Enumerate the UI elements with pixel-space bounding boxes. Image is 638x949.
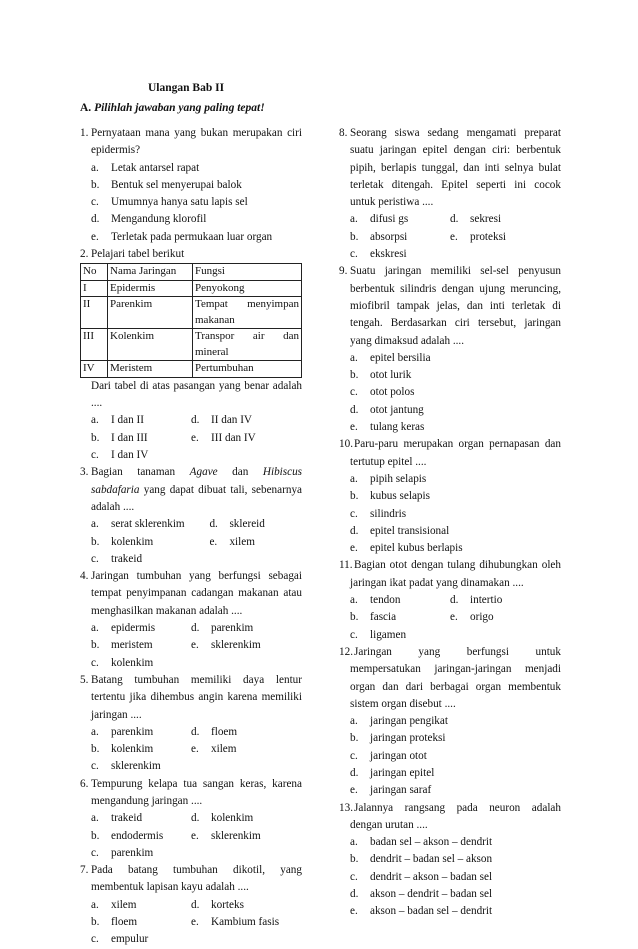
species-name: Agave [189,466,218,479]
option-a [350,471,570,488]
option-letter: d. [350,888,359,901]
text-part: yang dapat dibuat tali, sebenarnya adalah .... [91,483,302,513]
option-text: trakeid [111,552,143,565]
option-text: I dan II [111,414,144,427]
option-text: absorpsi [370,230,408,243]
option-letter: d. [350,766,359,779]
option-letter: a. [350,472,358,485]
question-text: Seorang siswa sedang mengamati preparat suatu jaringan epitel dengan ciri: berbentuk pipih, berlapis tunggal, dan inti selnya bulat terletak ditengah. Epitel seperti ini cocok untuk peristiwa .... [350,127,561,209]
options [350,834,561,920]
option-text: sekresi [470,213,502,226]
option-text: intertio [470,594,503,607]
question-5 [80,672,302,776]
option-c [91,551,311,568]
option-d [191,897,291,914]
question-number: 7. [80,864,89,877]
option-d [91,211,311,228]
question-number: 8. [339,127,348,139]
options [350,592,561,644]
option-b [91,177,311,194]
option-text: dendrit – badan sel – akson [370,853,493,866]
option-letter: c. [350,386,358,399]
option-letter: d. [350,524,359,537]
option-text: floem [211,725,238,738]
option-b [350,851,570,868]
option-letter: e. [191,916,199,929]
options [91,160,302,246]
option-e [450,229,550,246]
table-cell: III [81,329,108,361]
option-letter: d. [450,594,459,607]
option-text: pipih selapis [370,472,427,485]
option-d [350,402,570,419]
option-text: xilem [229,535,255,548]
question-2-continued [80,378,302,464]
option-a [350,834,570,851]
option-a [350,350,570,367]
option-b [350,367,570,384]
option-text: kolenkim [111,656,154,669]
option-text: otot jantung [370,403,424,416]
option-text: meristem [111,639,153,652]
option-letter: d. [191,898,200,911]
option-letter: a. [91,725,99,738]
question-2 [80,246,302,263]
question-text: Jalannya rangsang pada neuron adalah dengan urutan .... [350,801,561,831]
table-cell: I [81,280,108,297]
option-a [91,412,191,429]
option-letter: a. [350,351,358,364]
option-letter: b. [350,853,359,866]
option-c [350,506,570,523]
option-text: Mengandung klorofil [111,213,207,226]
option-text: sklereid [229,518,265,531]
option-text: otot polos [370,386,415,399]
table-header: Fungsi [193,264,302,281]
option-text: badan sel – akson – dendrit [370,836,493,849]
option-letter: b. [91,916,100,929]
option-letter: b. [91,178,100,191]
option-letter: a. [350,836,358,849]
question-text: Suatu jaringan memiliki sel-sel penyusun berbentuk silindris dengan ujung meruncing, miofibril tampak jelas, dan inti terletak di tengah. Berdasarkan ciri tersebut, jaringan yang dimaksud adalah .... [350,265,561,347]
option-text: ligamen [370,628,407,641]
option-letter: e. [450,611,458,624]
question-number: 13. [339,801,353,814]
option-letter: a. [91,414,99,427]
species-name: Hibiscus sabdafaria [91,466,303,496]
option-text: I dan III [111,431,148,444]
option-text: Kambium fasis [211,916,280,929]
option-text: silindris [370,507,407,520]
option-e [209,534,302,551]
question-number: 10. [339,438,353,451]
option-letter: e. [91,230,99,243]
option-letter: c. [350,628,358,641]
question-text: Pada batang tumbuhan dikotil, yang membentuk lapisan kayu adalah .... [91,864,302,894]
option-a [91,897,191,914]
option-e [191,430,291,447]
question-text: Pelajari tabel berikut [91,248,185,261]
option-letter: d. [191,812,200,825]
option-text: empulur [111,933,149,946]
option-letter: d. [191,725,200,738]
option-text: difusi gs [370,213,409,226]
option-text: trakeid [111,812,143,825]
option-b [91,534,209,551]
option-text: Terletak pada permukaan luar organ [111,230,273,243]
table-cell: Pertumbuhan [193,361,302,378]
option-text: III dan IV [211,431,256,444]
question-13 [339,800,561,921]
option-letter: c. [91,449,99,462]
option-c [350,246,570,263]
option-letter: e. [191,639,199,652]
table-header: Nama Jaringan [108,264,193,281]
option-text: parenkim [111,725,154,738]
question-9 [339,263,561,436]
option-text: sklerenkim [211,829,261,842]
option-letter: b. [350,369,359,382]
table-cell: Penyokong [193,280,302,297]
option-letter: e. [350,542,358,555]
option-letter: e. [350,784,358,797]
option-text: II dan IV [211,414,253,427]
text-part: Bagian tanaman [91,466,176,479]
table-cell: II [81,297,108,329]
page-title: Ulangan Bab II [148,82,225,94]
question-number: 4. [80,570,89,583]
question-12 [339,644,561,800]
option-text: serat sklerenkim [111,518,185,531]
table-cell: Parenkim [108,297,193,329]
option-letter: b. [91,431,100,444]
option-letter: a. [91,161,99,174]
table-row [81,361,302,378]
option-letter: e. [191,743,199,756]
option-text: proteksi [470,230,507,243]
option-e [191,637,291,654]
table-header: No [81,264,108,281]
option-text: floem [111,916,138,929]
option-text: korteks [211,898,244,911]
question-number: 1. [80,127,89,139]
option-text: jaringan proteksi [370,732,446,745]
option-a [91,724,191,741]
options [91,724,302,776]
option-letter: d. [209,518,218,531]
option-text: epitel kubus berlapis [370,542,463,555]
option-letter: a. [350,213,358,226]
question-text: Jaringan yang berfungsi untuk mempersatukan jaringan-jaringan menjadi organ dan dari berbagai organ membentuk sistem organ disebut .... [350,645,561,710]
option-e [350,419,570,436]
option-letter: b. [91,743,100,756]
table-cell: Epidermis [108,280,193,297]
option-letter: c. [91,656,99,669]
option-text: epitel bersilia [370,351,431,364]
option-d [191,620,291,637]
option-a [350,713,570,730]
option-d [450,211,550,228]
table-cell: IV [81,361,108,378]
question-10 [339,436,561,557]
option-letter: d. [450,213,459,226]
question-number: 2. [80,248,89,261]
option-letter: d. [191,414,200,427]
option-b [350,488,570,505]
option-b [91,637,191,654]
option-b [91,828,191,845]
option-text: Letak antarsel rapat [111,161,200,174]
option-b [91,741,191,758]
option-text: epitel transisional [370,524,450,537]
question-number: 12. [339,645,353,658]
option-letter: e. [450,230,458,243]
option-text: kolenkim [111,743,154,756]
option-letter: b. [91,829,100,842]
option-letter: a. [91,622,99,635]
question-text [91,464,302,516]
option-text: origo [470,611,494,624]
option-letter: e. [350,905,358,918]
question-number: 9. [339,265,348,278]
option-text: tulang keras [370,421,425,434]
option-letter: b. [91,639,100,652]
options [91,516,302,568]
option-text: xilem [211,743,237,756]
option-letter: e. [350,421,358,434]
options [350,471,561,557]
option-letter: c. [91,933,99,946]
option-letter: a. [350,715,358,728]
question-4 [80,568,302,672]
option-d [350,523,570,540]
question-text: Batang tumbuhan memiliki daya lentur tertentu jika dihembus angin karena memiliki jaringan .... [91,673,302,721]
option-c [91,845,311,862]
option-letter: c. [350,248,358,261]
option-text: ekskresi [370,248,407,261]
section-letter: A. [80,102,92,114]
option-text: Umumnya hanya satu lapis sel [111,196,248,209]
option-text: Bentuk sel menyerupai balok [111,178,242,191]
option-letter: c. [91,846,99,859]
table-row [81,297,302,329]
option-text: I dan IV [111,449,149,462]
option-letter: a. [91,812,99,825]
option-letter: c. [350,507,358,520]
option-text: kolenkim [211,812,254,825]
table-row [81,280,302,297]
option-text: endodermis [111,829,164,842]
option-b [350,730,570,747]
option-text: jaringan epitel [370,766,435,779]
option-d [350,886,570,903]
option-letter: e. [191,829,199,842]
table-cell: Kolenkim [108,329,193,361]
options [350,350,561,436]
option-letter: c. [91,760,99,773]
option-d [191,724,291,741]
option-text: jaringan saraf [370,784,432,797]
option-a [91,516,209,533]
option-text: tendon [370,594,401,607]
option-c [350,384,570,401]
option-c [350,748,570,765]
option-c [91,931,311,948]
option-c [91,447,311,464]
question-3 [80,464,302,568]
option-d [350,765,570,782]
question-6 [80,776,302,862]
option-text: otot lurik [370,369,412,382]
question-text: Dari tabel di atas pasangan yang benar adalah .... [91,379,302,410]
option-e [450,609,550,626]
option-letter: d. [191,622,200,635]
option-b [350,229,450,246]
option-c [91,758,311,775]
option-d [191,810,291,827]
option-letter: b. [350,732,359,745]
option-letter: a. [350,594,358,607]
section-heading [80,100,265,117]
option-text: jaringan otot [370,749,427,762]
option-letter: c. [350,870,358,883]
option-e [350,903,570,920]
option-c [350,869,570,886]
option-text: sklerenkim [211,639,261,652]
option-d [209,516,302,533]
option-letter: c. [91,552,99,565]
options [350,211,561,263]
option-text: akson – dendrit – badan sel [370,888,493,901]
option-e [350,782,570,799]
option-e [350,540,570,557]
options [91,897,302,949]
option-letter: c. [350,749,358,762]
option-c [350,627,570,644]
option-letter: b. [350,230,359,243]
option-letter: e. [209,535,218,548]
option-letter: b. [350,490,359,503]
option-letter: b. [91,535,100,548]
left-column [80,125,302,949]
option-text: dendrit – akson – badan sel [370,870,493,883]
option-text: parenkim [211,622,254,635]
option-d [191,412,291,429]
options [350,713,561,799]
options [91,412,302,464]
option-c [91,655,311,672]
option-b [91,914,191,931]
table-cell: Transpor air dan mineral [193,329,302,361]
option-b [350,609,450,626]
option-text: kubus selapis [370,490,430,503]
option-text: parenkim [111,846,154,859]
question-number: 3. [80,466,89,479]
option-letter: d. [350,403,359,416]
table-header-row [81,264,302,281]
option-letter: c. [91,196,99,209]
option-text: fascia [370,611,397,624]
text-part: dan [232,466,249,479]
option-text: akson – badan sel – dendrit [370,905,493,918]
question-number: 11. [339,559,353,572]
option-c [91,194,311,211]
option-a [91,620,191,637]
option-e [191,828,291,845]
option-letter: a. [91,518,99,531]
option-letter: e. [191,431,199,444]
question-number: 6. [80,777,89,790]
option-a [91,810,191,827]
option-a [350,211,450,228]
question-1 [80,125,302,246]
option-e [91,229,311,246]
question-text: Pernyataan mana yang bukan merupakan ciri epidermis? [91,127,302,157]
option-a [91,160,311,177]
option-text: sklerenkim [111,760,161,773]
question-number: 5. [80,673,89,686]
options [91,810,302,862]
question-text: Tempurung kelapa tua sangan keras, karena mengandung jaringan .... [91,777,302,807]
question-text: Bagian otot dengan tulang dihubungkan oleh jaringan ikat padat yang dinamakan .... [350,559,561,589]
option-a [350,592,450,609]
question-text: Paru-paru merupakan organ pernapasan dan tertutup epitel .... [350,438,561,468]
option-text: kolenkim [111,535,154,548]
option-letter: a. [91,898,99,911]
section-instruction: Pilihlah jawaban yang paling tepat! [94,102,265,114]
option-e [191,914,291,931]
table-cell: Meristem [108,361,193,378]
option-text: epidermis [111,622,156,635]
option-b [91,430,191,447]
question-8 [339,125,561,263]
table-cell: Tempat menyimpan makanan [193,297,302,329]
question-11 [339,557,561,643]
right-column [339,125,561,921]
question-7 [80,862,302,948]
question-text: Jaringan tumbuhan yang berfungsi sebagai tempat penyimpanan cadangan makanan atau menghasilkan makanan adalah .... [91,570,302,617]
table-row [81,329,302,361]
tissue-table [80,263,302,378]
option-letter: d. [91,213,100,226]
option-text: xilem [111,898,137,911]
option-text: jaringan pengikat [370,715,448,728]
option-letter: b. [350,611,359,624]
options [91,620,302,672]
option-d [450,592,550,609]
option-e [191,741,291,758]
